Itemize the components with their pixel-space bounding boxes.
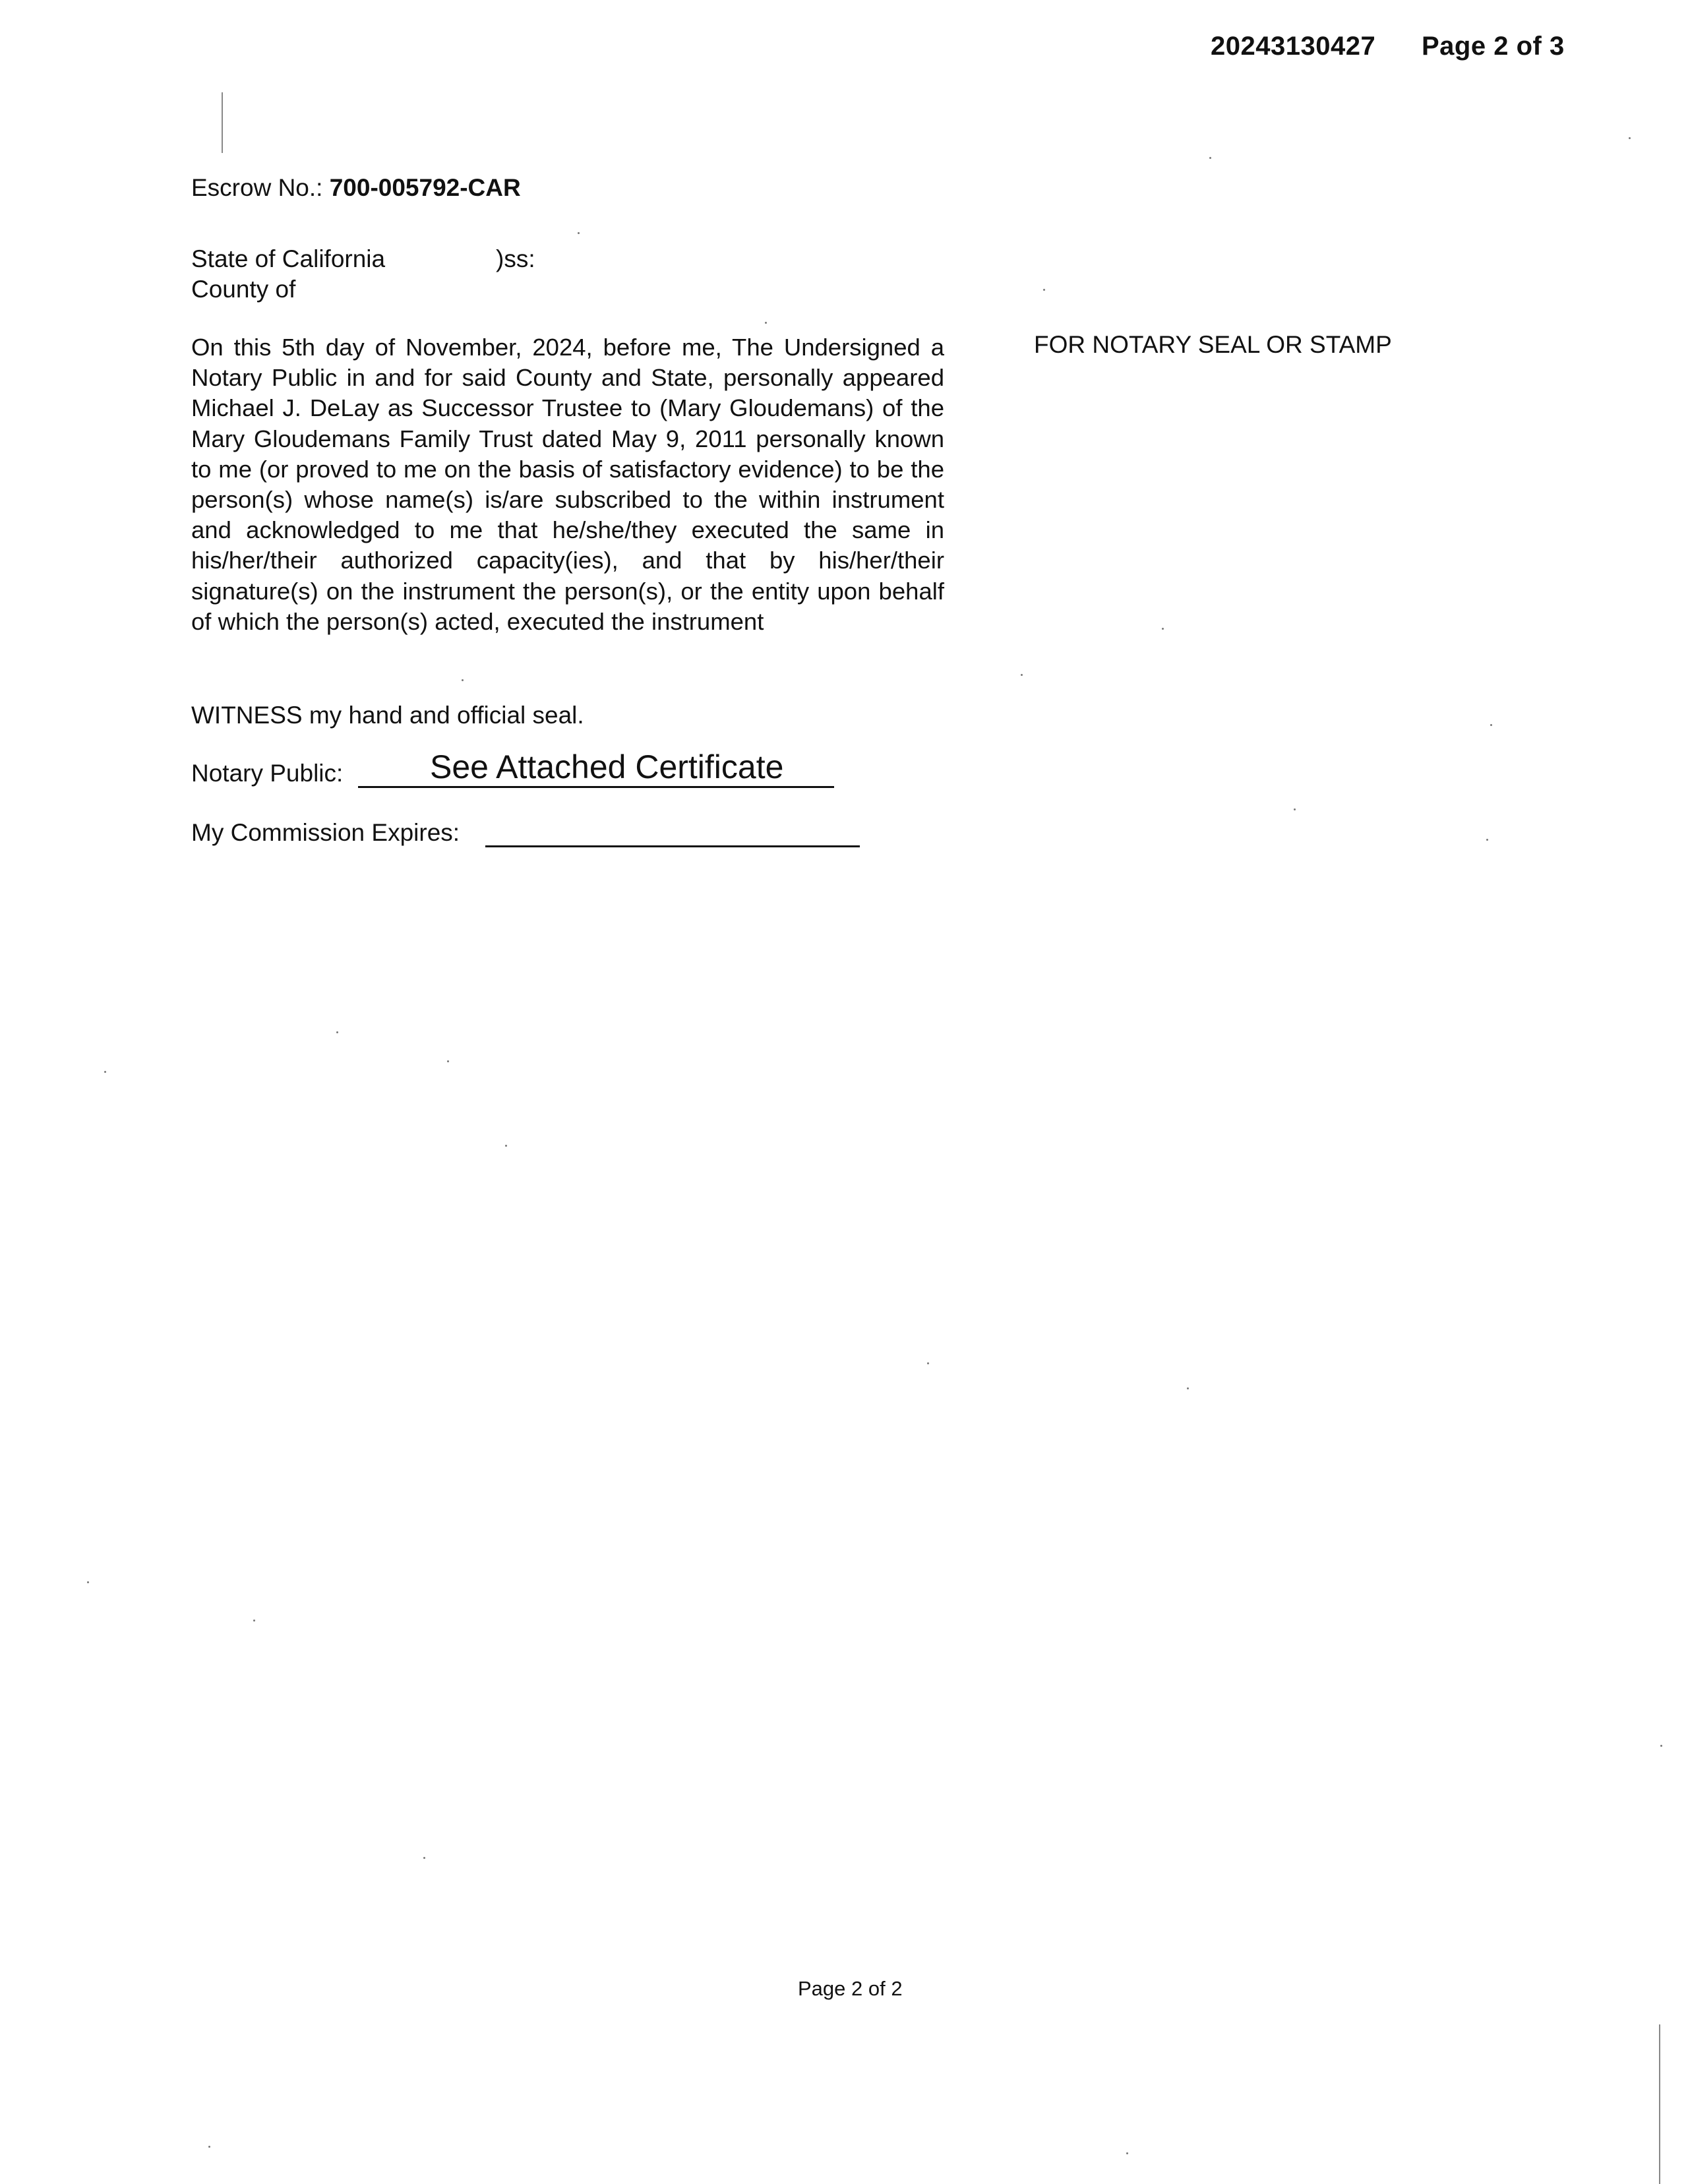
witness-statement: WITNESS my hand and official seal.: [191, 702, 584, 729]
page-indicator: Page 2 of 3: [1422, 32, 1565, 61]
scan-speck: [1209, 157, 1211, 159]
commission-expires-label: My Commission Expires:: [191, 819, 460, 846]
escrow-number: 700-005792-CAR: [329, 174, 521, 201]
escrow-row: [191, 174, 521, 202]
scan-speck: [1629, 137, 1631, 139]
scan-speck: [1126, 2152, 1128, 2154]
scan-speck: [927, 1362, 929, 1364]
notary-public-value: See Attached Certificate: [430, 748, 784, 785]
scan-speck: [1162, 628, 1164, 630]
acknowledgment-paragraph: On this 5th day of November, 2024, before me, The Undersigned a Notary Public in and for said County and State, personally appeared Michael J. DeLay as Successor Trustee to (Mary Gloudemans) of the Mary Gloudemans Family Trust dated May 9, 2011 personally known to me (or proved to me on the basis of satisfactory evidence) to be the person(s) whose name(s) is/are subscribed to the within instrument and acknowledged to me that he/she/they executed the same in his/her/their authorized capacity(ies), and that by his/her/their signature(s) on the instrument the person(s), or the entity upon behalf of which the person(s) acted, executed the instrument: [191, 334, 944, 635]
scan-speck: [1660, 1745, 1662, 1747]
scan-speck: [462, 679, 464, 681]
scan-speck: [505, 1145, 507, 1147]
scan-speck: [423, 1857, 425, 1859]
scan-speck: [208, 2146, 210, 2148]
scan-speck: [1187, 1387, 1189, 1389]
footer-page-indicator: Page 2 of 2: [798, 1977, 903, 2000]
scan-speck: [253, 1620, 255, 1622]
scan-speck: [87, 1581, 89, 1583]
state-line: State of California: [191, 245, 386, 272]
document-number: 20243130427: [1211, 32, 1376, 61]
scan-speck: [447, 1060, 449, 1062]
scan-speck: [104, 1071, 106, 1073]
scan-mark: [222, 92, 223, 153]
county-line: County of: [191, 276, 296, 303]
notary-public-label: Notary Public:: [191, 760, 344, 787]
scan-speck: [578, 232, 580, 234]
scan-edge-mark: [1659, 2024, 1660, 2184]
scan-speck: [1021, 674, 1023, 676]
scan-speck: [1294, 808, 1296, 810]
escrow-label: Escrow No.:: [191, 174, 323, 201]
ss-mark: )ss:: [496, 245, 535, 272]
scan-speck: [1490, 724, 1492, 726]
scan-speck: [1486, 839, 1488, 841]
notary-signature-line: [358, 786, 834, 788]
scan-speck: [765, 322, 767, 324]
scan-speck: [1043, 289, 1045, 291]
commission-expires-line: [485, 845, 860, 847]
notary-seal-label: FOR NOTARY SEAL OR STAMP: [1034, 331, 1392, 358]
scan-speck: [336, 1031, 338, 1033]
